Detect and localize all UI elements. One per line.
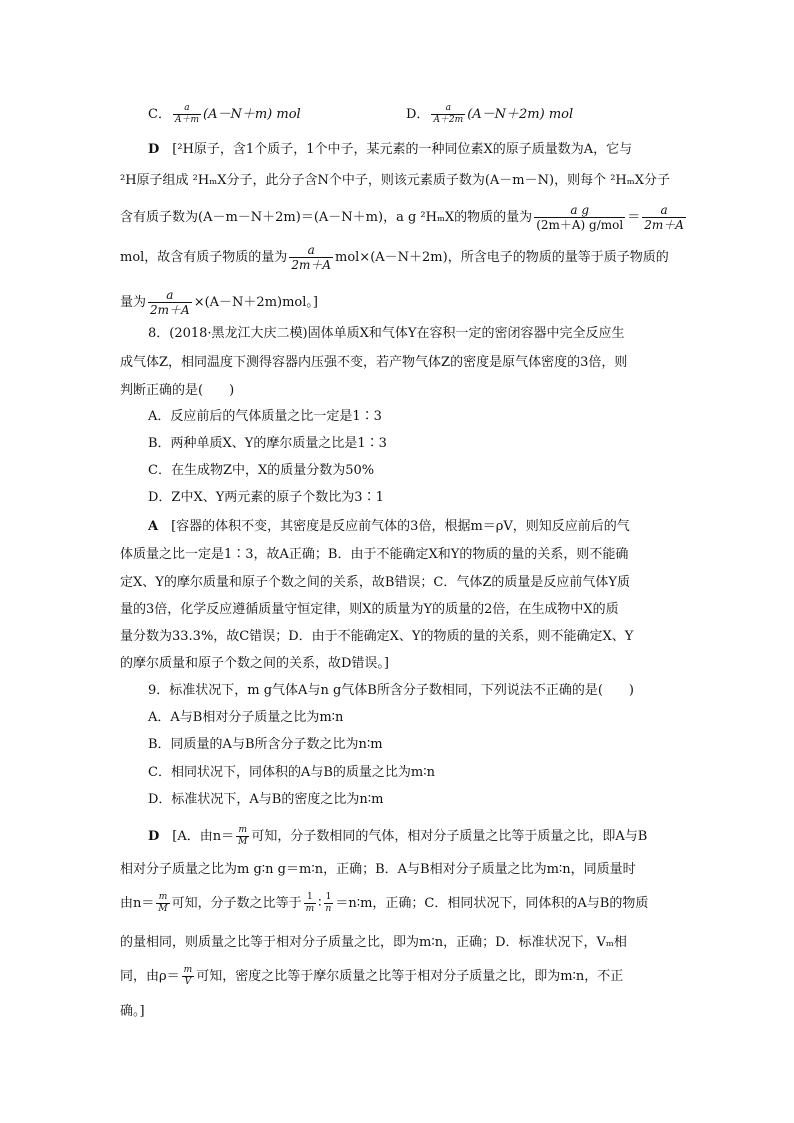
q8-stem-1: 8．(2018·黑龙江大庆二模)固体单质X和气体Y在容积一定的密闭容器中完全反应生	[148, 326, 625, 341]
equals-sign: ＝	[627, 210, 641, 225]
frac-num: a	[173, 103, 201, 115]
ratio-sign: ∶	[318, 896, 322, 911]
q7-answer-line-3	[120, 203, 688, 232]
q8-stem-2: 成气体Z，相同温度下测得容器内压强不变，若产物气体Z的密度是原气体密度的3倍，则	[120, 355, 628, 370]
option-label: C．	[148, 107, 171, 122]
q9-stem: 9．标准状况下，m g气体A与n g气体B所含分子数相同，下列说法不正确的是( )	[148, 683, 634, 698]
option-text: (A－N＋m) mol	[203, 107, 301, 122]
q7-answer-line-1	[148, 140, 632, 160]
frac-den: M	[158, 904, 168, 914]
fraction	[236, 825, 249, 848]
frac-den: A＋m	[174, 115, 199, 125]
answer-text: [容器的体积不变，其密度是反应前气体的3倍，根据m＝ρV，则知反应前后的气	[171, 519, 630, 534]
answer-text: 量为	[120, 295, 147, 310]
frac-den: 2m＋A	[150, 303, 190, 317]
answer-text: mol，故含有质子物质的量为	[120, 250, 288, 265]
fraction	[324, 892, 334, 915]
frac-num: a g	[534, 203, 625, 218]
answer-text: ×(A－N＋2m)mol。]	[193, 295, 318, 310]
option-d	[406, 103, 573, 126]
answer-text: 可知，密度之比等于摩尔质量之比等于相对分子质量之比，即为m∶n，不正	[196, 969, 624, 984]
answer-letter: D	[148, 142, 160, 157]
answer-text: 由n＝	[120, 896, 155, 911]
fraction	[148, 288, 192, 317]
fraction	[642, 203, 686, 232]
frac-num: 1	[324, 892, 334, 904]
frac-den: (2m＋A) g/mol	[536, 218, 624, 232]
answer-text: 含有质子数为(A－m－N＋2m)＝(A－N＋m)，a g ²HₘX的物质的量为	[120, 210, 533, 225]
option-text: (A－N＋2m) mol	[467, 107, 574, 122]
q9-answer-line-2: 相对分子质量之比为m g∶n g＝m∶n，正确；B．A与B相对分子质量之比为m∶n，同质量时	[120, 862, 636, 877]
frac-num: 1	[304, 892, 317, 904]
q9-option-d: D．标准状况下，A与B的密度之比为n∶m	[148, 792, 384, 807]
frac-den: m	[305, 904, 315, 914]
frac-num: m	[183, 965, 193, 975]
q8-answer-line-2: 体质量之比一定是1∶3，故A正确；B．由于不能确定X和Y的物质的量的关系，则不能确	[120, 547, 629, 562]
answer-letter: D	[148, 829, 160, 844]
frac-den: M	[238, 837, 248, 847]
frac-num: m	[236, 825, 249, 837]
q7-answer-line-5	[120, 288, 318, 317]
frac-num: a	[289, 243, 333, 258]
frac-den: 2m＋A	[291, 258, 331, 272]
answer-text: 同，由ρ＝	[120, 969, 180, 984]
fraction	[289, 243, 333, 272]
q8-answer-line-1	[148, 517, 630, 537]
q9-option-a: A．A与B相对分子质量之比为m∶n	[148, 710, 344, 725]
q9-option-c: C．相同状况下，同体积的A与B的质量之比为m∶n	[148, 765, 435, 780]
frac-num: a	[148, 288, 192, 303]
option-c	[148, 103, 301, 126]
frac-den: n	[325, 904, 332, 914]
frac-num: m	[156, 892, 169, 904]
frac-num: a	[642, 203, 686, 218]
fraction	[156, 892, 169, 915]
q8-stem-3: 判断正确的是( )	[120, 383, 235, 398]
q9-option-b: B．同质量的A与B所含分子数之比为n∶m	[148, 737, 383, 752]
fraction	[431, 103, 465, 126]
q8-answer-line-6: 的摩尔质量和原子个数之间的关系，故D错误。]	[120, 656, 389, 671]
q9-answer-line-3	[120, 892, 648, 915]
q9-answer-line-6: 确。]	[120, 1004, 145, 1019]
answer-text: mol×(A－N＋2m)，所含电子的物质的量等于质子物质的	[335, 250, 669, 265]
answer-text: ＝n∶m，正确；C．相同状况下，同体积的A与B的物质	[335, 896, 649, 911]
answer-text: [²H原子，含1个质子，1个中子，某元素的一种同位素X的原子质量数为A，它与	[172, 142, 633, 157]
q8-answer-line-5: 量分数为33.3%，故C错误；D．由于不能确定X、Y的物质的量的关系，则不能确定X、Y	[120, 629, 634, 644]
q8-option-d: D．Z中X、Y两元素的原子个数比为3∶1	[148, 490, 384, 505]
fraction	[173, 103, 201, 126]
frac-den: V	[184, 977, 192, 987]
q8-answer-line-4: 量的3倍，化学反应遵循质量守恒定律，则X的质量为Y的质量的2倍，在生成物中X的质	[120, 602, 619, 617]
q9-answer-line-5	[120, 965, 623, 988]
q9-answer-line-4: 的量相同，则质量之比等于相对分子质量之比，即为m∶n，正确；D．标准状况下，Vₘ相	[120, 935, 627, 950]
answer-text: 可知，分子数相同的气体，相对分子质量之比等于质量之比，即A与B	[251, 829, 648, 844]
option-label: D．	[406, 107, 430, 122]
answer-text: 可知，分子数之比等于	[171, 896, 302, 911]
q7-answer-line-4	[120, 243, 669, 272]
frac-num: a	[431, 103, 465, 115]
q8-answer-line-3: 定X、Y的摩尔质量和原子个数之间的关系，故B错误；C．气体Z的质量是反应前气体Y质	[120, 575, 630, 590]
q7-answer-line-2: ²H原子组成 ²HₘX分子，此分子含N个中子，则该元素质子数为(A－m－N)，则每个 ²HₘX分子	[120, 173, 670, 188]
frac-den: A＋2m	[433, 115, 464, 125]
q8-option-a: A．反应前后的气体质量之比一定是1∶3	[148, 409, 382, 424]
q9-answer-line-1	[148, 825, 647, 848]
answer-letter: A	[148, 519, 159, 534]
fraction	[534, 203, 625, 232]
frac-den: 2m＋A	[644, 218, 684, 232]
fraction	[182, 965, 195, 988]
fraction	[304, 892, 317, 915]
answer-text: [A．由n＝	[172, 829, 235, 844]
q8-option-c: C．在生成物Z中，X的质量分数为50%	[148, 463, 375, 478]
q8-option-b: B．两种单质X、Y的摩尔质量之比是1∶3	[148, 436, 387, 451]
